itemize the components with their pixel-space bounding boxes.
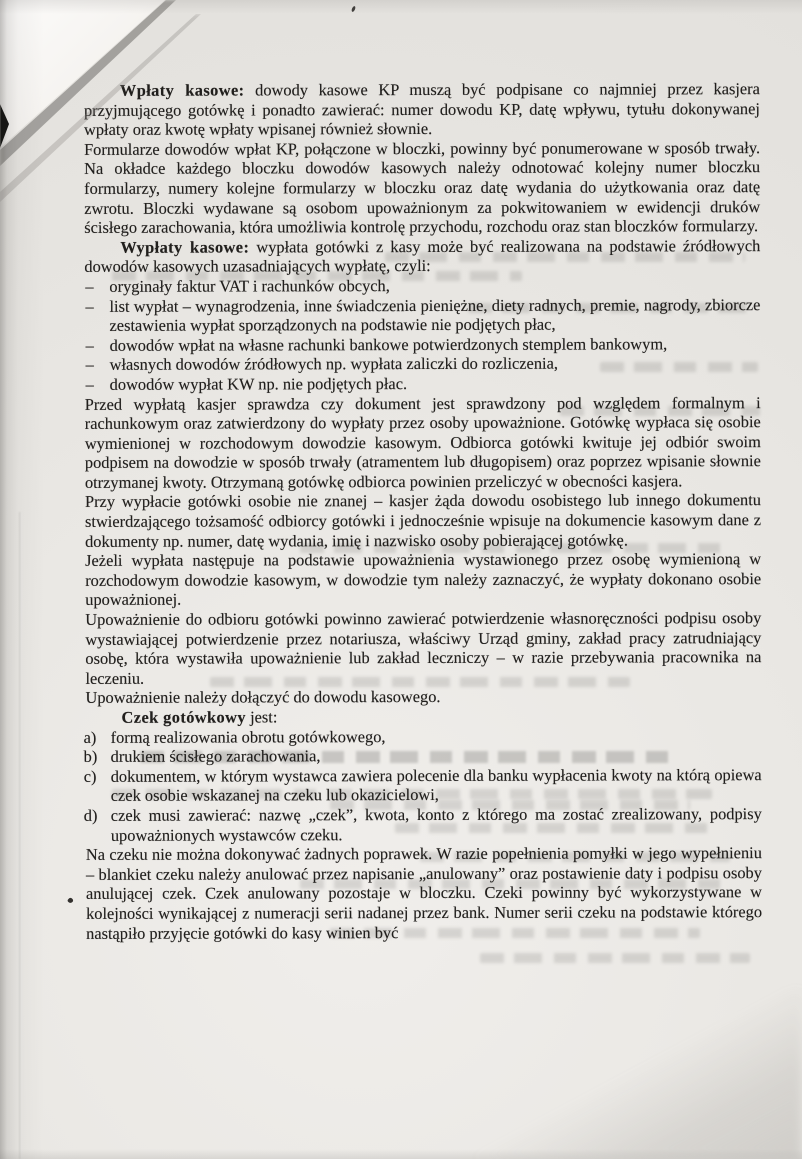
wyplaty-kasowe-body: wypłata gotówki z kasy może być realizowana na podstawie źródłowych dowodów kasowych uzasadniających wypłatę, czyli: bbox=[84, 235, 761, 277]
list-item-text: oryginały faktur VAT i rachunków obcych, bbox=[109, 276, 390, 296]
ink-speck bbox=[351, 6, 356, 13]
list-item-text: własnych dowodów źródłowych np. wypłata zaliczki do rozliczenia, bbox=[109, 353, 558, 375]
alpha-marker: c) bbox=[83, 766, 97, 786]
list-item bbox=[83, 726, 762, 747]
list-item-text: list wypłat – wynagrodzenia, inne świadczenia pieniężne, diety radnych, premie, nagrody, zbiorcze zestawienia wypłat sporządzonych na podstawie nie podjętych płac, bbox=[109, 294, 761, 335]
dash-marker: – bbox=[85, 355, 94, 375]
dash-marker: – bbox=[85, 296, 94, 316]
list-item bbox=[84, 275, 760, 296]
dash-marker: – bbox=[85, 374, 94, 394]
list-item bbox=[83, 804, 762, 845]
paragraph-formularze: Formularze dowodów wpłat KP, połączone w bloczki, powinny być ponumerowane w sposób trwały. Na okładce każdego bloczku dowodów kasowych należy odnotować kolejny numer bloczku formularzy, numery kolejne formularzy w bloczku oraz datę wydania do użytkowania oraz datę zwrotu. Bloczki wydawane są osobom upoważnionym za pokwitowaniem w ewidencji druków ścisłego zarachowania, która umożliwia kontrolę przychodu, rozchodu oraz stan bloczków formularzy. bbox=[84, 137, 761, 238]
list-item bbox=[84, 295, 760, 336]
bleed-through-line bbox=[480, 953, 750, 963]
dash-marker: – bbox=[85, 335, 94, 355]
wyplaty-kasowe-heading: Wypłaty kasowe: bbox=[120, 237, 250, 257]
paragraph-upowaznienie-odbior: Upoważnienie do odbioru gotówki powinno zawierać potwierdzenie własnoręczności podpisu osoby wystawiającej potwierdzenie przez notariusza, właściwy Urząd gminy, zakład pracy zatrudniający osobę, która wystawiła upoważnienie lub zakład leczniczy – w razie przebywania pracownika na leczeniu. bbox=[85, 608, 762, 688]
list-item-text: dokumentem, w którym wystawca zawiera polecenie dla banku wypłacenia kwoty na którą opiewa czek osobie wskazanej na czeku lub okazicielowi, bbox=[110, 764, 762, 806]
list-item-text: dowodów wpłat na własne rachunki bankowe potwierdzonych stemplem bankowym, bbox=[109, 334, 668, 355]
list-item bbox=[85, 373, 761, 394]
paragraph-na-czeku: Na czeku nie można dokonywać żadnych poprawek. W razie popełnienia pomyłki w jego wypełnieniu – blankiet czeku należy anulować przez napisanie „anulowany” oraz postawienie daty i podpisu osoby anulującej czek. Czek anulowany pozostaje w bloczku. Czeki powinny być wykorzystywane w kolejności wynikającej z numeracji serii nadanej przez bank. Numer serii czeku na podstawie którego nastąpiło przyjęcie gotówki do kasy winien być bbox=[85, 843, 763, 943]
scan-bottom-right-shading bbox=[372, 989, 802, 1159]
list-item bbox=[83, 764, 762, 806]
alpha-marker: d) bbox=[83, 805, 98, 825]
czek-gotowkowy-heading: Czek gotówkowy bbox=[121, 707, 247, 727]
list-item-text: dowodów wypłat KW np. nie podjętych płac. bbox=[109, 373, 408, 394]
list-item-text: formą realizowania obrotu gotówkowego, bbox=[110, 726, 386, 747]
paragraph-jezeli-wyplata: Jeżeli wypłata następuje na podstawie upoważnienia wystawionego przez osobę wymienioną w rozchodowym dowodzie kasowym, w dowodzie tym należy zaznaczyć, że wypłaty dokonano osobie upoważnionej. bbox=[85, 549, 762, 610]
list-item bbox=[83, 745, 762, 767]
document-text bbox=[84, 79, 762, 943]
alpha-list-czek bbox=[83, 726, 762, 845]
dash-marker: – bbox=[85, 276, 94, 296]
wplaty-kasowe-body: dowody kasowe KP muszą być podpisane co najmniej przez kasjera przyjmującego gotówkę i ponadto zawierać: numer dowodu KP, datę wpływu, tytułu dokonywanej wpłaty oraz kwotę wpłaty wpisanej również słownie. bbox=[83, 79, 760, 140]
list-item-text: czek musi zawierać: nazwę „czek”, kwota, konto z którego ma zostać zrealizowany, podpisy upoważnionych wystawców czeku. bbox=[110, 804, 762, 845]
paragraph-czek-gotowkowy bbox=[86, 706, 762, 727]
paragraph-wplaty-kasowe bbox=[84, 79, 760, 140]
paragraph-wyplaty-kasowe bbox=[84, 236, 760, 277]
list-item bbox=[85, 334, 761, 355]
paragraph-upowaznienie-dolaczyc: Upoważnienie należy dołączyć do dowodu kasowego. bbox=[85, 687, 441, 708]
list-item bbox=[85, 353, 761, 374]
alpha-marker: b) bbox=[83, 747, 98, 767]
paragraph-przed-wyplata: Przed wypłatą kasjer sprawdza czy dokument jest sprawdzony pod względem formalnym i rachunkowym oraz zatwierdzony do wypłaty przez osoby upoważnione. Gotówkę wypłaca się osobie wymienionej w rozchodowym dowodzie kasowym. Odbiorca gotówki kwituje jej odbiór swoim podpisem na dowodzie w sposób trwały (atramentem lub długopisem) oraz poprzez wpisanie słownie otrzymanej kwoty. Otrzymaną gotówkę odbiorca powinien przeliczyć w obecności kasjera. bbox=[84, 392, 761, 492]
alpha-marker: a) bbox=[83, 727, 97, 747]
list-item-text: drukiem ścisłego zarachowania, bbox=[110, 746, 321, 767]
stray-ink-dot bbox=[67, 897, 74, 904]
vertical-paper-crease bbox=[19, 512, 22, 1159]
paragraph-przy-wyplacie: Przy wypłacie gotówki osobie nie znanej – kasjer żąda dowodu osobistego lub innego dokumentu stwierdzającego tożsamość odbiorcy gotówki i jednocześnie wpisuje na dokumencie kasowym dane z dokumenty np. numer, datę wydania, imię i nazwisko osoby pobierającej gotówkę. bbox=[84, 490, 762, 551]
czek-gotowkowy-body: jest: bbox=[250, 707, 278, 727]
wplaty-kasowe-heading: Wpłaty kasowe: bbox=[119, 80, 245, 100]
scan-bottom-edge-shadow bbox=[0, 1149, 802, 1159]
dash-list-wyplaty bbox=[84, 275, 760, 394]
